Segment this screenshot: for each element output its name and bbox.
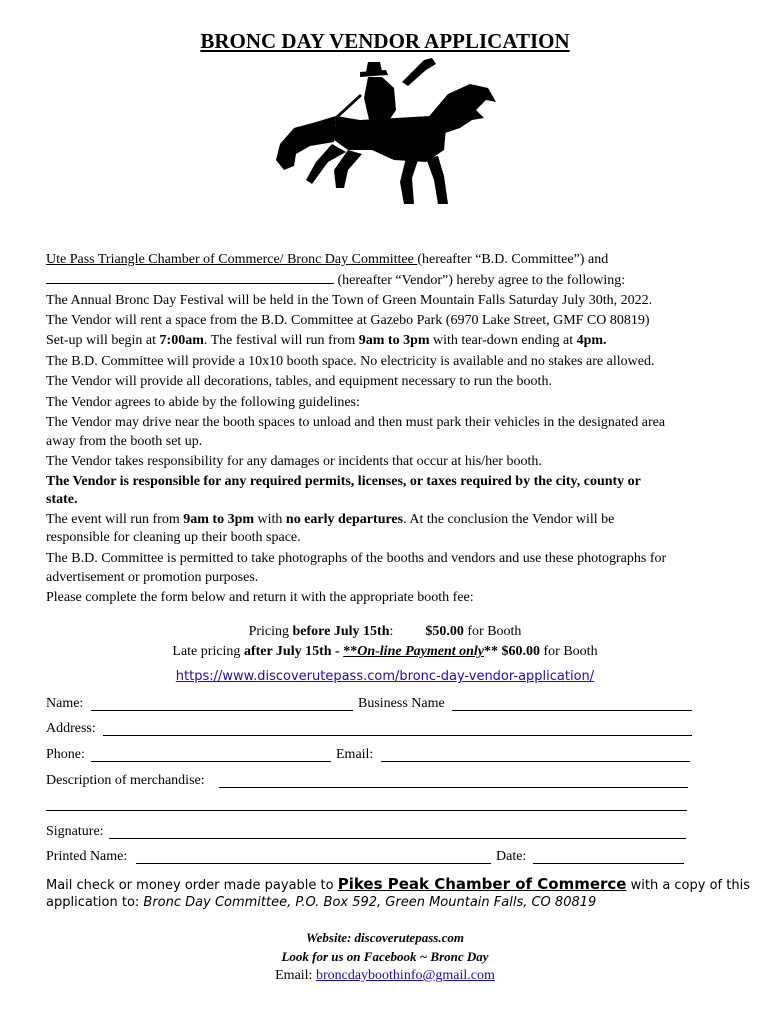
address-label: Address: xyxy=(46,721,96,736)
text: with xyxy=(254,512,286,527)
paragraph-guidelines: The Vendor agrees to abide by the following guidelines: xyxy=(46,395,360,410)
text: : xyxy=(389,624,394,639)
paragraph-photos-2: advertisement or promotion purposes. xyxy=(46,570,259,585)
text: ** xyxy=(343,644,358,659)
date-label: Date: xyxy=(496,849,527,864)
email-field[interactable] xyxy=(381,761,690,762)
payee-name: Pikes Peak Chamber of Commerce xyxy=(337,875,627,893)
pricing-late xyxy=(0,644,770,660)
teardown-time: 4pm. xyxy=(576,333,607,348)
no-early-departures: no early departures xyxy=(285,512,404,527)
paragraph-photos-1: The B.D. Committee is permitted to take photographs of the booths and vendors and use these photographs for xyxy=(46,551,667,566)
description-field-1[interactable] xyxy=(219,787,688,788)
text: Late pricing xyxy=(172,644,244,659)
paragraph-parking-2: away from the booth set up. xyxy=(46,434,203,449)
text: with tear-down ending at xyxy=(429,333,577,348)
address-field[interactable] xyxy=(103,735,692,736)
text: application to: xyxy=(46,895,144,910)
paragraph-permits-2: state. xyxy=(46,492,78,507)
intro-hereafter-vendor: (hereafter “Vendor”) hereby agree to the following: xyxy=(337,273,626,288)
printed-name-label: Printed Name: xyxy=(46,849,128,864)
description-field-2[interactable] xyxy=(46,810,687,811)
name-field[interactable] xyxy=(91,710,353,711)
paragraph-parking-1: The Vendor may drive near the booth spaces to unload and then must park their vehicles in the designated area xyxy=(46,415,666,430)
phone-label: Phone: xyxy=(46,747,85,762)
bucking-horse-rider-icon xyxy=(276,58,496,206)
contact-email-link[interactable]: broncdayboothinfo@gmail.com xyxy=(315,968,495,983)
festival-hours: 9am to 3pm xyxy=(358,333,430,348)
text: for Booth xyxy=(463,624,522,639)
paragraph-times xyxy=(46,332,607,350)
text: The event will run from xyxy=(46,512,184,527)
date-field[interactable] xyxy=(533,863,684,864)
vendor-name-blank[interactable] xyxy=(46,271,334,284)
text: with a copy of this xyxy=(626,878,750,893)
application-url-link[interactable]: https://www.discoverutepass.com/bronc-day-vendor-application/ xyxy=(175,669,595,684)
intro-hereafter-committee: (hereafter “B.D. Committee”) and xyxy=(417,252,609,267)
paragraph-responsibility: The Vendor takes responsibility for any damages or incidents that occur at his/her booth. xyxy=(46,454,542,469)
pricing-early xyxy=(0,624,770,640)
text: Pricing xyxy=(248,624,293,639)
online-only-note: On-line Payment only xyxy=(357,644,485,659)
footer-website: Website: discoverutepass.com xyxy=(306,930,464,945)
email-label: Email: xyxy=(336,747,374,762)
printed-name-field[interactable] xyxy=(136,863,491,864)
text: for Booth xyxy=(540,644,598,659)
mail-line-2 xyxy=(46,895,596,910)
footer-email-row xyxy=(0,968,770,984)
signature-label: Signature: xyxy=(46,824,104,839)
phone-field[interactable] xyxy=(91,761,331,762)
business-name-field[interactable] xyxy=(452,710,692,711)
paragraph-cleanup: responsible for cleaning up their booth space. xyxy=(46,530,301,545)
name-label: Name: xyxy=(46,696,84,711)
paragraph-event-hours xyxy=(46,511,614,529)
text: Mail check or money order made payable to xyxy=(46,878,338,893)
business-name-label: Business Name xyxy=(358,696,445,711)
application-url-row xyxy=(0,669,770,684)
late-price: $60.00 xyxy=(498,644,541,659)
setup-time: 7:00am xyxy=(159,333,204,348)
email-label: Email: xyxy=(275,968,316,983)
intro-parties: Ute Pass Triangle Chamber of Commerce/ Bronc Day Committee xyxy=(46,252,418,267)
mail-line-1 xyxy=(46,875,750,893)
text: Set-up will begin at xyxy=(46,333,160,348)
event-hours: 9am to 3pm xyxy=(183,512,255,527)
mailing-address: Bronc Day Committee, P.O. Box 592, Green Mountain Falls, CO 80819 xyxy=(143,895,597,910)
page-title: BRONC DAY VENDOR APPLICATION xyxy=(200,29,570,53)
paragraph-booth-space: The B.D. Committee will provide a 10x10 booth space. No electricity is available and no stakes are allowed. xyxy=(46,354,655,369)
paragraph-rent-space: The Vendor will rent a space from the B.D. Committee at Gazebo Park (6970 Lake Street, GMF CO 80819) xyxy=(46,313,650,328)
description-label: Description of merchandise: xyxy=(46,773,205,788)
text: . The festival will run from xyxy=(203,333,359,348)
footer-facebook: Look for us on Facebook ~ Bronc Day xyxy=(281,949,489,964)
paragraph-decorations: The Vendor will provide all decorations, tables, and equipment necessary to run the booth. xyxy=(46,374,552,389)
intro-line-2 xyxy=(46,271,625,290)
paragraph-permits-1: The Vendor is responsible for any required permits, licenses, or taxes required by the city, county or xyxy=(46,474,641,489)
text: . At the conclusion the Vendor will be xyxy=(403,512,615,527)
early-price: $50.00 xyxy=(425,624,464,639)
intro-line-1 xyxy=(46,251,608,269)
signature-field[interactable] xyxy=(109,838,686,839)
early-deadline: before July 15th xyxy=(292,624,390,639)
paragraph-instructions: Please complete the form below and return it with the appropriate booth fee: xyxy=(46,590,474,605)
late-deadline: after July 15th - xyxy=(243,644,344,659)
paragraph-festival-date: The Annual Bronc Day Festival will be held in the Town of Green Mountain Falls Saturday July 30th, 2022. xyxy=(46,293,653,308)
text: ** xyxy=(484,644,499,659)
